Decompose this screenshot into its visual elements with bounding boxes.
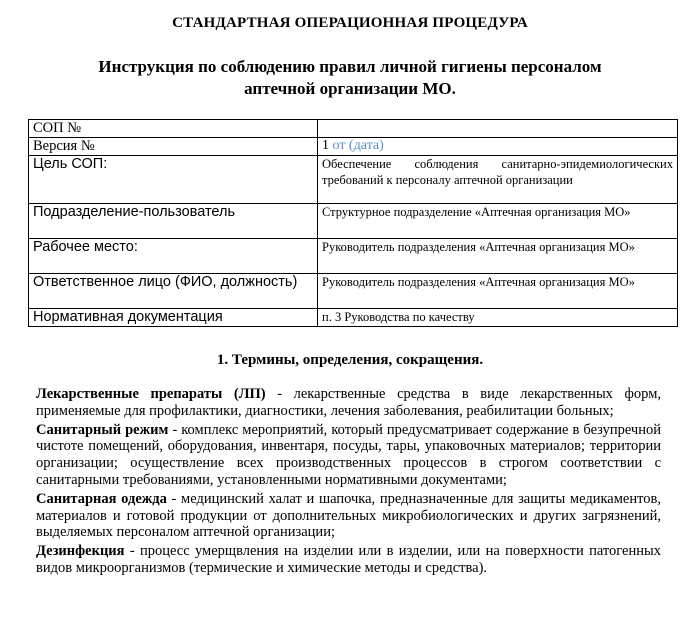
term-text: - комплекс мероприятий, который предусматривает содержание в безупречной чистоте помещений, оборудования, инвентаря, посуды, тары, упаковочных материалов; территории организации; осуществление всех производственных процессов в строгом соответствии с санитарными требованиями, установленными нормативными документами;: [36, 421, 661, 488]
term-name: Лекарственные препараты (ЛП): [36, 386, 266, 402]
table-row: [29, 138, 678, 156]
document-subtitle-line-2: аптечной организации МО.: [244, 79, 456, 98]
term-text: - процесс умерщвления на изделии или в изделии, или на поверхности патогенных видов микроорганизмов (термические и химические методы и средства).: [36, 543, 661, 576]
document-subtitle-line-1: Инструкция по соблюдению правил личной гигиены персоналом: [98, 57, 602, 76]
row-value-workplace: Руководитель подразделения «Аптечная организация МО»: [318, 239, 678, 274]
row-value-responsible: Руководитель подразделения «Аптечная организация МО»: [318, 274, 678, 309]
version-number: 1: [322, 138, 333, 153]
term-name: Санитарная одежда: [36, 490, 167, 507]
row-value-sop-number: [318, 120, 678, 138]
term-name: Санитарный режим: [36, 421, 169, 438]
row-value-version: [318, 138, 678, 156]
term-text: - медицинский халат и шапочка, предназначенные для защиты медикаментов, материалов и готовой продукции от дополнительных микробиологических и других загрязнений, выделяемых персоналом аптечной организации;: [36, 490, 661, 541]
term-text: - лекарственные средства в виде лекарственных форм, применяемые для профилактики, диагностики, лечения заболевания, реабилитации больных;: [36, 386, 661, 419]
row-label-sop-number: СОП №: [29, 120, 318, 138]
version-date-link[interactable]: от (дата): [332, 138, 384, 153]
row-value-department: Структурное подразделение «Аптечная организация МО»: [318, 204, 678, 239]
section-heading-terms: 1. Термины, определения, сокращения.: [216, 352, 484, 368]
term-definition: [36, 491, 661, 541]
row-label-normative-docs: Нормативная документация: [29, 309, 318, 327]
row-value-normative-docs: п. 3 Руководства по качеству: [318, 309, 678, 327]
term-definition: [36, 386, 661, 420]
row-label-responsible: Ответственное лицо (ФИО, должность): [29, 274, 318, 309]
table-row: [29, 120, 678, 138]
table-row: [29, 309, 678, 327]
table-row: [29, 274, 678, 309]
sop-info-table: [28, 119, 678, 327]
term-definition: [36, 543, 661, 577]
term-definition: [36, 422, 661, 489]
row-label-workplace: Рабочее место:: [29, 239, 318, 274]
table-row: [29, 239, 678, 274]
document-title: СТАНДАРТНАЯ ОПЕРАЦИОННАЯ ПРОЦЕДУРА: [172, 15, 528, 31]
row-label-version: Версия №: [29, 138, 318, 156]
row-label-department: Подразделение-пользователь: [29, 204, 318, 239]
terms-list: [36, 386, 661, 579]
table-row: [29, 156, 678, 204]
term-name: Дезинфекция: [36, 543, 125, 560]
row-value-goal: Обеспечение соблюдения санитарно-эпидемиологических требований к персоналу аптечной организации: [318, 156, 678, 204]
table-row: [29, 204, 678, 239]
row-label-goal: Цель СОП:: [29, 156, 318, 204]
